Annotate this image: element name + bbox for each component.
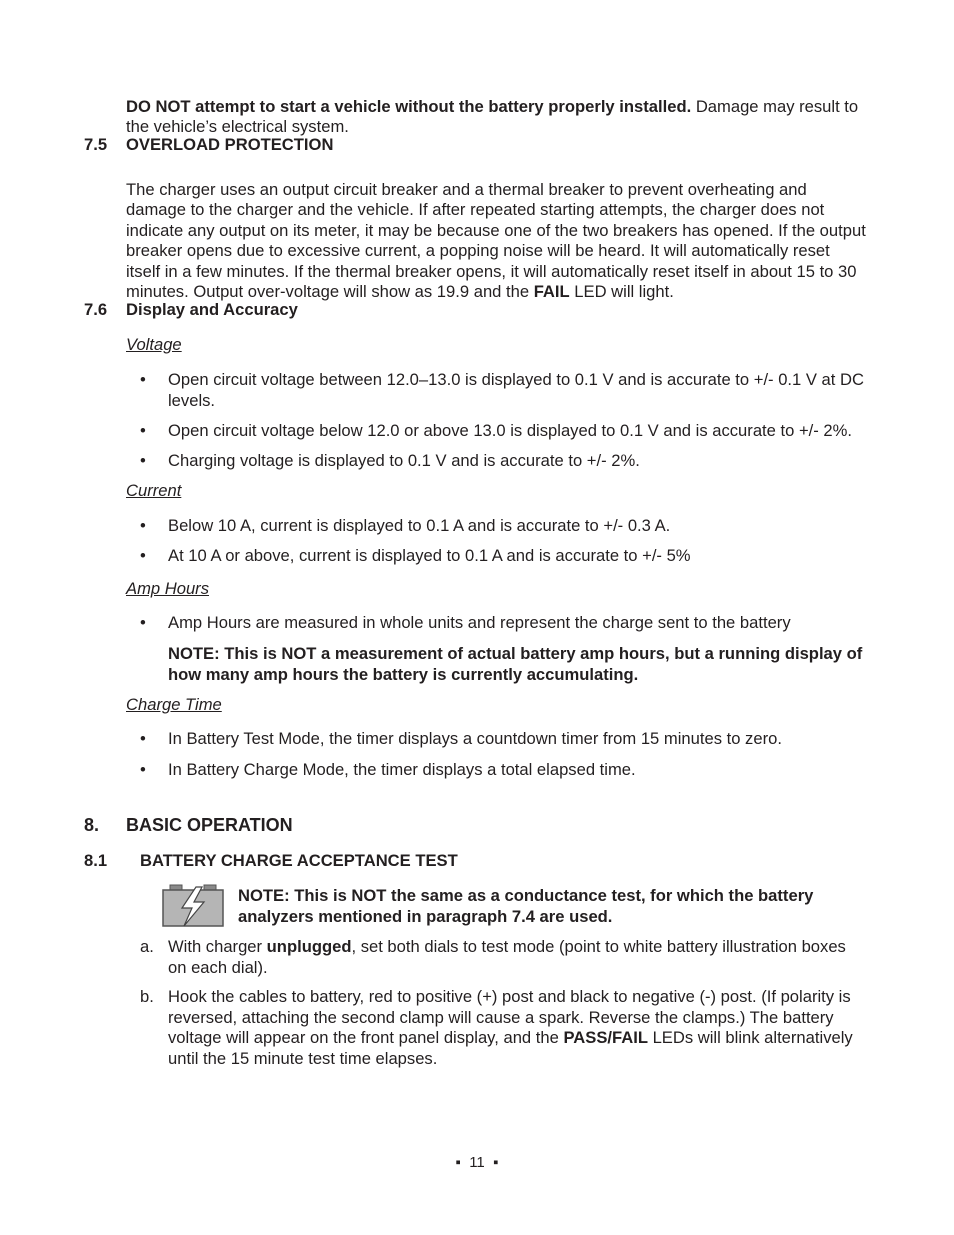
step-b-label: b. [140,987,154,1006]
bullet: • [140,760,146,779]
intro-warning: DO NOT attempt to start a vehicle without the battery properly installed. [126,96,692,116]
bullet: • [140,729,146,748]
current-item-2: At 10 A or above, current is displayed to 0.1 A and is accurate to +/- 5% [168,546,691,565]
footer-bullet-right: ▪ [493,1154,499,1171]
fail-label: FAIL [533,282,570,302]
intro-text: Damage may result to the vehicle’s electrical system. [126,96,859,137]
amp-hours-heading: Amp Hours [126,579,209,598]
bullet: • [140,546,146,565]
amp-hours-item-1: Amp Hours are measured in whole units and represent the charge sent to the battery [168,613,791,632]
section-7-6-number: 7.6 [84,300,108,319]
bullet: • [140,421,146,440]
section-7-6-title: Display and Accuracy [126,300,298,319]
charge-time-item-2: In Battery Charge Mode, the timer displays a total elapsed time. [168,760,636,779]
voltage-item-3: Charging voltage is displayed to 0.1 V and is accurate to +/- 2%. [168,451,640,470]
voltage-item-2: Open circuit voltage below 12.0 or above 13.0 is displayed to 0.1 V and is accurate to +/- 2%. [168,421,852,440]
acceptance-test-note: NOTE: This is NOT the same as a conductance test, for which the battery analyzers mentioned in paragraph 7.4 are used. [238,886,814,926]
current-heading: Current [126,481,182,500]
step-b: Hook the cables to battery, red to positive (+) post and black to negative (-) post. (If polarity is reversed, attaching the second clamp will cause a spark. Reverse the clamps.) The battery voltage will appear on the front panel display, and the PASS/FAIL LEDs will blink alternatively until the 15 minute test time elapses. [168,987,853,1068]
step-a-label: a. [140,937,154,956]
current-item-1: Below 10 A, current is displayed to 0.1 A and is accurate to +/- 0.3 A. [168,516,671,535]
amp-hours-note: NOTE: This is NOT a measurement of actual battery amp hours, but a running display of how many amp hours the battery is currently accumulating. [168,644,863,684]
charge-time-item-1: In Battery Test Mode, the timer displays a countdown timer from 15 minutes to zero. [168,729,782,748]
voltage-item-1: Open circuit voltage between 12.0–13.0 is displayed to 0.1 V and is accurate to +/- 0.1 V at DC levels. [168,370,864,410]
section-8-1-title: BATTERY CHARGE ACCEPTANCE TEST [140,851,458,870]
step-a: With charger unplugged, set both dials to test mode (point to white battery illustration boxes on each dial). [168,937,846,977]
page-footer [0,1153,954,1174]
section-8-title: BASIC OPERATION [126,815,293,835]
section-7-5-number: 7.5 [84,135,108,154]
pass-fail-label: PASS/FAIL [563,1028,648,1047]
bullet: • [140,516,146,535]
bullet: • [140,451,146,470]
page-number: 11 [469,1154,485,1171]
bullet: • [140,370,146,389]
section-8-number: 8. [84,815,100,835]
section-7-5-title: OVERLOAD PROTECTION [126,135,334,154]
unplugged-label: unplugged [266,937,352,956]
charge-time-heading: Charge Time [126,695,222,714]
intro-paragraph [126,97,868,138]
battery-icon [162,884,224,928]
footer-bullet-left: ▪ [455,1154,461,1171]
section-8-1-number: 8.1 [84,851,108,870]
overload-paragraph: The charger uses an output circuit breaker and a thermal breaker to prevent overheating and damage to the charger and the vehicle. If after repeated starting attempts, the charger does not indicate any output on its meter, it may be because one of the two breakers has opened. If the output breaker opens due to excessive current, a popping noise will be heard. It will automatically reset itself in a few minutes. If the thermal breaker opens, it will automatically reset itself in about 15 to 30 minutes. Output over-voltage will show as 19.9 and the FAIL LED will light. [126,179,866,302]
voltage-heading: Voltage [126,335,182,354]
bullet: • [140,613,146,632]
